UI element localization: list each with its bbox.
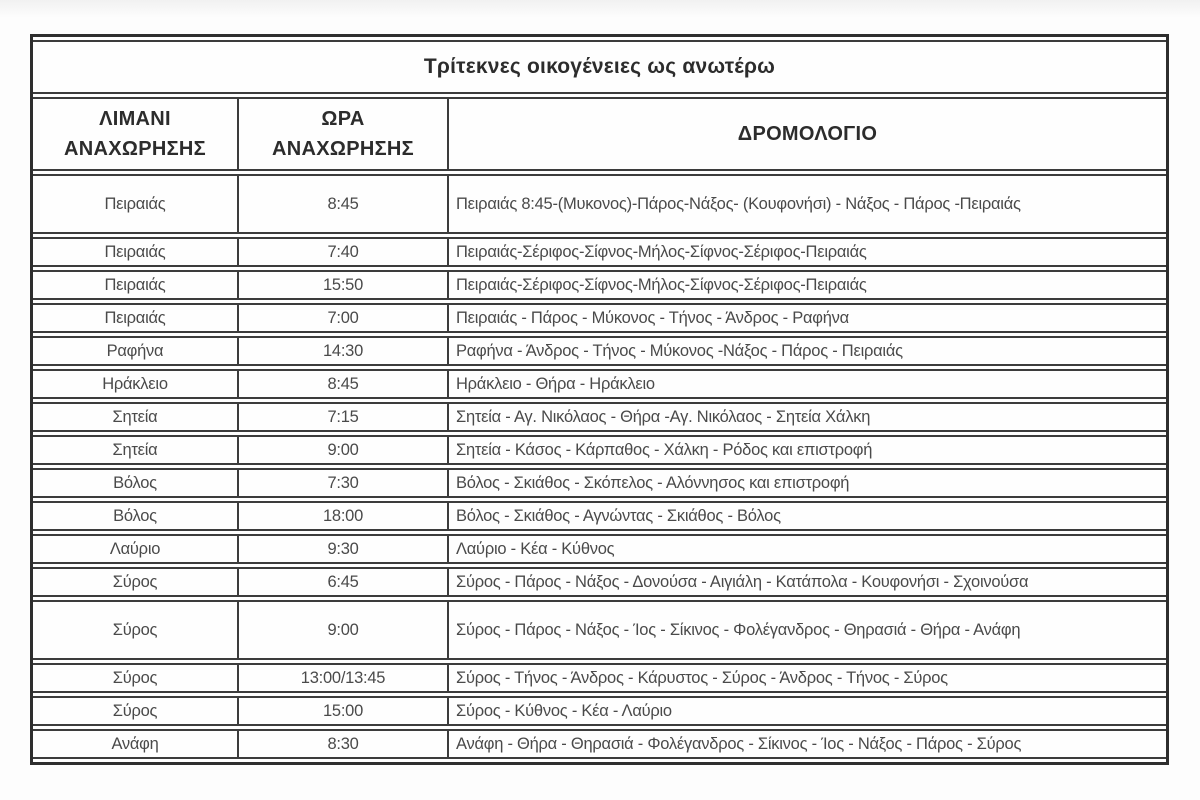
column-header-departure-time: ΩΡΑ ΑΝΑΧΩΡΗΣΗΣ xyxy=(239,97,449,171)
table-row xyxy=(33,402,1166,432)
route-cell: Βόλος - Σκιάθος - Αγνώντας - Σκιάθος - Βόλος xyxy=(449,501,1166,531)
table-row xyxy=(33,567,1166,597)
departure-time-cell: 14:30 xyxy=(239,336,449,366)
table-head xyxy=(33,40,1166,171)
table-title: Τρίτεκνες οικογένειες ως ανωτέρω xyxy=(33,40,1166,94)
route-cell: Ανάφη - Θήρα - Θηρασιά - Φολέγανδρος - Σίκινος - Ίος - Νάξος - Πάρος - Σύρος xyxy=(449,729,1166,759)
departure-port-cell: Βόλος xyxy=(33,468,239,498)
departure-port-cell: Πειραιάς xyxy=(33,270,239,300)
departure-port-cell: Πειραιάς xyxy=(33,174,239,234)
departure-port-cell: Βόλος xyxy=(33,501,239,531)
departure-time-cell: 7:00 xyxy=(239,303,449,333)
route-cell: Σύρος - Κύθνος - Κέα - Λαύριο xyxy=(449,696,1166,726)
route-cell: Σύρος - Πάρος - Νάξος - Ίος - Σίκινος - Φολέγανδρος - Θηρασιά - Θήρα - Ανάφη xyxy=(449,600,1166,660)
route-cell: Σητεία - Κάσος - Κάρπαθος - Χάλκη - Ρόδος και επιστροφή xyxy=(449,435,1166,465)
table-row xyxy=(33,468,1166,498)
route-cell: Σύρος - Τήνος - Άνδρος - Κάρυστος - Σύρος - Άνδρος - Τήνος - Σύρος xyxy=(449,663,1166,693)
table-row xyxy=(33,435,1166,465)
departure-time-cell: 7:15 xyxy=(239,402,449,432)
departure-time-cell: 7:40 xyxy=(239,237,449,267)
table-row xyxy=(33,303,1166,333)
route-cell: Βόλος - Σκιάθος - Σκόπελος - Αλόννησος και επιστροφή xyxy=(449,468,1166,498)
route-cell: Πειραιάς-Σέριφος-Σίφνος-Μήλος-Σίφνος-Σέριφος-Πειραιάς xyxy=(449,270,1166,300)
departure-port-cell: Λαύριο xyxy=(33,534,239,564)
schedule-body xyxy=(33,174,1166,759)
departure-time-cell: 15:00 xyxy=(239,696,449,726)
table-row xyxy=(33,336,1166,366)
departure-time-cell: 15:50 xyxy=(239,270,449,300)
column-header-route: ΔΡΟΜΟΛΟΓΙΟ xyxy=(449,97,1166,171)
departure-time-cell: 8:45 xyxy=(239,174,449,234)
departure-port-cell: Σύρος xyxy=(33,696,239,726)
departure-port-cell: Πειραιάς xyxy=(33,237,239,267)
departure-port-cell: Ραφήνα xyxy=(33,336,239,366)
table-row xyxy=(33,534,1166,564)
table-row xyxy=(33,696,1166,726)
departure-port-cell: Σύρος xyxy=(33,567,239,597)
departure-time-cell: 18:00 xyxy=(239,501,449,531)
column-header-departure-port: ΛΙΜΑΝΙ ΑΝΑΧΩΡΗΣΗΣ xyxy=(33,97,239,171)
departure-time-cell: 8:30 xyxy=(239,729,449,759)
route-cell: Λαύριο - Κέα - Κύθνος xyxy=(449,534,1166,564)
table-row xyxy=(33,501,1166,531)
route-cell: Πειραιάς - Πάρος - Μύκονος - Τήνος - Άνδρος - Ραφήνα xyxy=(449,303,1166,333)
departure-time-cell: 6:45 xyxy=(239,567,449,597)
route-cell: Πειραιάς-Σέριφος-Σίφνος-Μήλος-Σίφνος-Σέριφος-Πειραιάς xyxy=(449,237,1166,267)
table-row xyxy=(33,174,1166,234)
table-row xyxy=(33,600,1166,660)
departure-time-cell: 9:00 xyxy=(239,600,449,660)
departure-port-cell: Σητεία xyxy=(33,435,239,465)
departure-port-cell: Ηράκλειο xyxy=(33,369,239,399)
route-cell: Ραφήνα - Άνδρος - Τήνος - Μύκονος -Νάξος - Πάρος - Πειραιάς xyxy=(449,336,1166,366)
table-row xyxy=(33,729,1166,759)
departure-port-cell: Πειραιάς xyxy=(33,303,239,333)
departure-port-cell: Σύρος xyxy=(33,600,239,660)
departure-time-cell: 13:00/13:45 xyxy=(239,663,449,693)
departure-time-cell: 8:45 xyxy=(239,369,449,399)
table-row xyxy=(33,663,1166,693)
departure-time-cell: 9:00 xyxy=(239,435,449,465)
departure-time-cell: 9:30 xyxy=(239,534,449,564)
route-cell: Ηράκλειο - Θήρα - Ηράκλειο xyxy=(449,369,1166,399)
ferry-schedule-table xyxy=(30,34,1169,765)
route-cell: Πειραιάς 8:45-(Μυκονος)-Πάρος-Νάξος- (Κουφονήσι) - Νάξος - Πάρος -Πειραιάς xyxy=(449,174,1166,234)
table-row xyxy=(33,237,1166,267)
title-row xyxy=(33,40,1166,94)
table-row xyxy=(33,270,1166,300)
column-header-row xyxy=(33,97,1166,171)
table-row xyxy=(33,369,1166,399)
departure-port-cell: Ανάφη xyxy=(33,729,239,759)
departure-port-cell: Σύρος xyxy=(33,663,239,693)
route-cell: Σητεία - Αγ. Νικόλαος - Θήρα -Αγ. Νικόλαος - Σητεία Χάλκη xyxy=(449,402,1166,432)
route-cell: Σύρος - Πάρος - Νάξος - Δονούσα - Αιγιάλη - Κατάπολα - Κουφονήσι - Σχοινούσα xyxy=(449,567,1166,597)
departure-time-cell: 7:30 xyxy=(239,468,449,498)
departure-port-cell: Σητεία xyxy=(33,402,239,432)
